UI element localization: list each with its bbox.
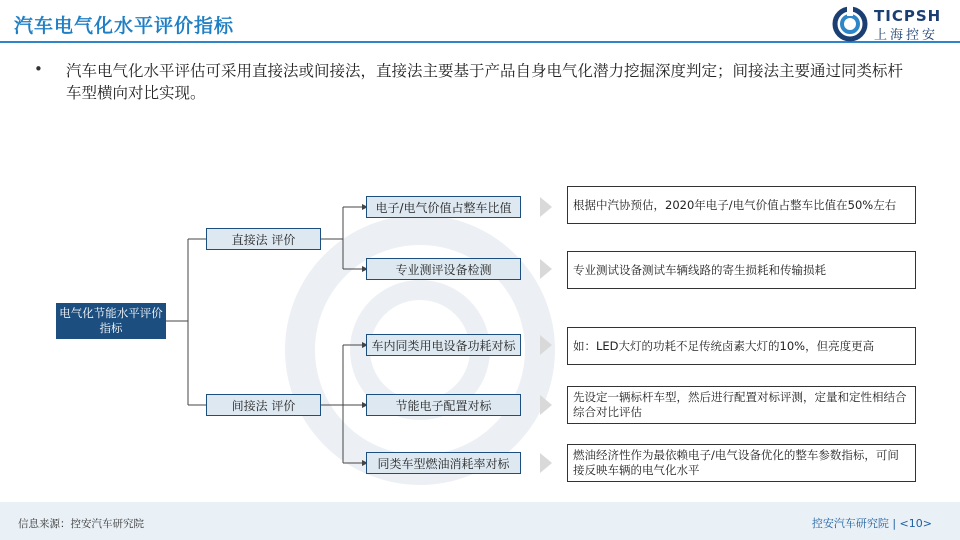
branch-indirect-method: 间接法 评价: [206, 394, 321, 416]
footer-page-info: 控安汽车研究院 | <10>: [811, 517, 932, 530]
desc-professional-testing: 专业测试设备测试车辆线路的寄生损耗和传输损耗: [567, 251, 916, 289]
chevron-right-icon: [540, 395, 552, 415]
desc-power-consumption-benchmark: 如：LED大灯的功耗不足传统卤素大灯的10%，但亮度更高: [567, 327, 916, 365]
item-energy-saving-config-benchmark: 节能电子配置对标: [366, 394, 521, 416]
bullet-text: 汽车电气化水平评估可采用直接法或间接法，直接法主要基于产品自身电气化潜力挖掘深度判定；间接法主要通过同类标杆车型横向对比实现。: [66, 62, 904, 102]
logo-wordmark: TICPSH: [874, 7, 942, 25]
item-power-consumption-benchmark: 车内同类用电设备功耗对标: [366, 334, 521, 356]
chevron-right-icon: [540, 335, 552, 355]
desc-energy-saving-config-benchmark: 先设定一辆标杆车型，然后进行配置对标评测，定量和定性相结合综合对比评估: [567, 386, 916, 424]
chevron-right-icon: [540, 453, 552, 473]
item-professional-testing: 专业测评设备检测: [366, 258, 521, 280]
logo-subtitle: 上海控安: [874, 28, 939, 43]
item-fuel-consumption-benchmark: 同类车型燃油消耗率对标: [366, 452, 521, 474]
chevron-right-icon: [540, 197, 552, 217]
branch-direct-method: 直接法 评价: [206, 228, 321, 250]
desc-fuel-consumption-benchmark: 燃油经济性作为最依赖电子/电气设备优化的整车参数指标，可间接反映车辆的电气化水平: [567, 444, 916, 482]
root-node: 电气化节能水平评价指标: [56, 303, 166, 339]
desc-ee-value-ratio: 根据中汽协预估，2020年电子/电气价值占整车比值在50%左右: [567, 186, 916, 224]
item-ee-value-ratio: 电子/电气价值占整车比值: [366, 196, 521, 218]
page-title: 汽车电气化水平评价指标: [14, 15, 235, 37]
bullet-marker: •: [34, 60, 43, 78]
footer-source: 信息来源：控安汽车研究院: [18, 518, 144, 530]
chevron-right-icon: [540, 259, 552, 279]
